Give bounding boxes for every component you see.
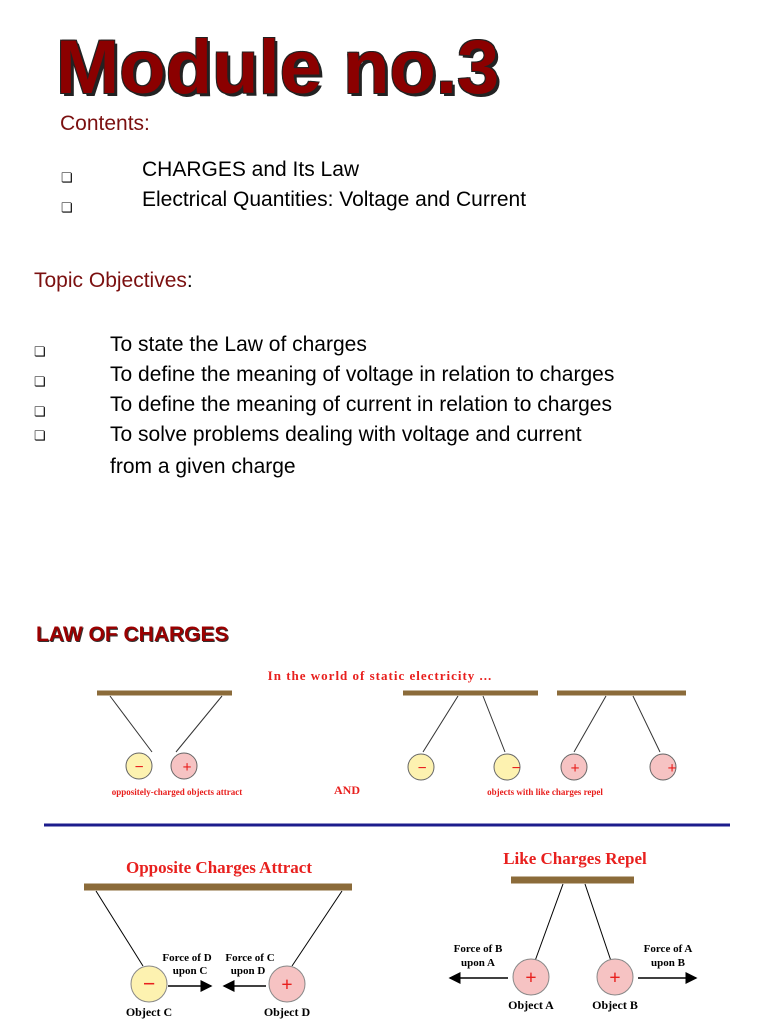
minus-sign: − [142,971,156,996]
static-electricity-caption: In the world of static electricity ... [267,668,493,683]
thread [423,696,458,752]
objective-item-3: To define the meaning of current in relation to charges [110,393,612,416]
like-charges-title: Like Charges Repel [503,849,647,868]
force-c-on-d-line-1: Force of C [225,952,275,964]
minus-sign: − [417,760,427,777]
force-c-on-d-line-2: upon D [230,965,266,977]
plus-sign: + [667,760,677,777]
minus-sign: − [511,760,521,777]
plus-sign: + [525,967,537,989]
thread [110,696,152,752]
thread [292,891,342,966]
thread [633,696,660,752]
objective-bullet-1: ❏ [34,344,46,359]
objective-bullet-4: ❏ [34,428,46,443]
plus-sign: + [609,967,621,989]
contents-bullet-2: ❏ [61,200,73,215]
force-b-on-a-line-1: Force of B [453,943,503,955]
contents-item-2: Electrical Quantities: Voltage and Current [142,188,527,211]
contents-item-1: CHARGES and Its Law [142,158,360,181]
thread [535,884,563,961]
objective-item-2: To define the meaning of voltage in relation to charges [110,363,615,386]
objectives-label-colon: : [186,269,193,292]
force-d-on-c-line-1: Force of D [162,952,212,964]
objective-item-4-continued: from a given charge [110,455,296,478]
objective-item-1: To state the Law of charges [110,333,367,356]
thread [176,696,222,752]
law-of-charges-heading: LAW OF CHARGES [36,623,229,646]
object-a-label: Object A [508,998,554,1012]
attract-caption: oppositely-charged objects attract [111,787,243,797]
thread [585,884,611,961]
repel-pairs-illustration [403,693,686,780]
plus-sign: + [182,759,192,776]
force-b-on-a-line-2: upon A [461,957,495,969]
thread [483,696,505,752]
force-d-on-c-line-2: upon C [172,965,208,977]
opposite-charges-title: Opposite Charges Attract [125,858,313,877]
thread [574,696,606,752]
force-a-on-b-line-2: upon B [651,957,685,969]
object-c-label: Object C [125,1005,173,1019]
contents-bullet-1: ❏ [61,170,73,185]
plus-sign: + [570,760,580,777]
thread [96,891,143,966]
object-d-label: Object D [263,1005,311,1019]
module-title: Module no.3 [56,25,500,110]
contents-label: Contents: [60,112,150,135]
and-text: AND [334,783,360,797]
force-a-on-b-line-1: Force of A [643,943,693,955]
repel-caption: objects with like charges repel [487,787,603,797]
object-b-label: Object B [592,998,638,1012]
objective-bullet-2: ❏ [34,374,46,389]
objectives-label-text: Topic Objectives [34,269,187,292]
objective-bullet-3: ❏ [34,404,46,419]
plus-sign: + [281,974,293,996]
attract-pair-illustration [97,693,232,779]
objective-item-4: To solve problems dealing with voltage and current [110,423,582,446]
minus-sign: − [134,759,144,776]
